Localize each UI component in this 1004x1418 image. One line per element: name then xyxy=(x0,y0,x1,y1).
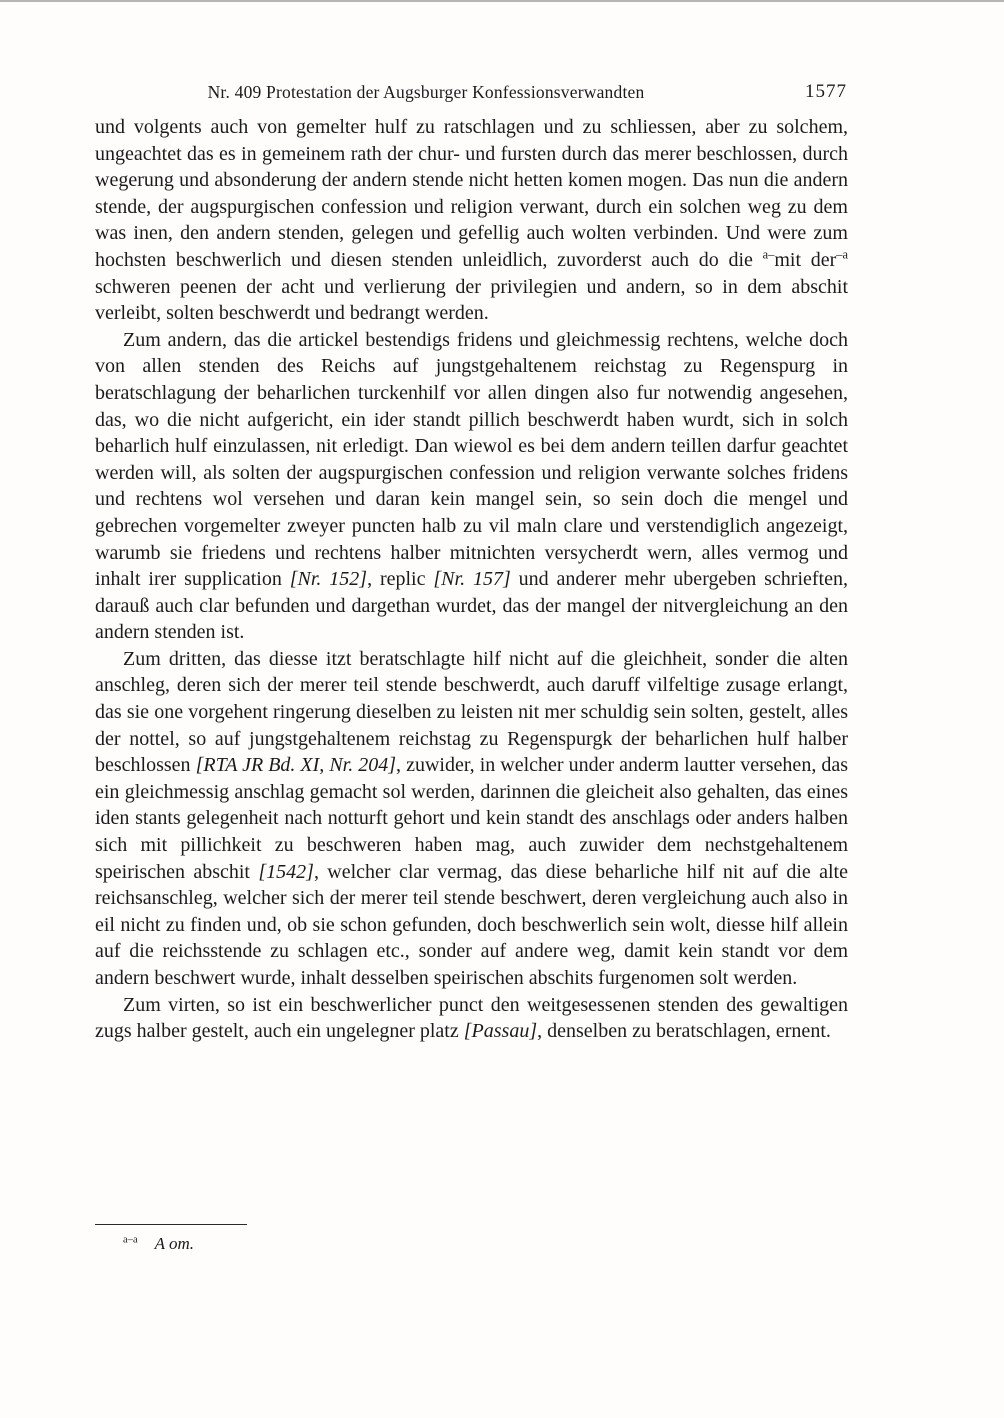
text-segment: Zum virten, so ist ein beschwerlicher punct den weitgesessenen stenden des gewaltigen zugs halber gestelt, auch ein ungelegner platz xyxy=(95,993,848,1043)
text-segment: und anderer mehr ubergeben schrieften, darauß auch clar befunden und dargethan wurdet, das der mangel der nitvergleichung an den andern stenden ist. xyxy=(95,568,848,644)
footnote-marker: a–a xyxy=(123,1234,138,1246)
page-number: 1577 xyxy=(805,81,847,102)
italic-reference: [RTA JR Bd. XI, Nr. 204] xyxy=(195,754,397,777)
italic-reference: [1542] xyxy=(258,860,314,883)
text-segment xyxy=(138,1234,155,1253)
paragraph xyxy=(95,646,848,992)
document-body xyxy=(95,114,848,1045)
text-segment: , replic xyxy=(367,568,434,591)
italic-reference: [Nr. 152] xyxy=(289,568,368,591)
italic-reference: [Passau] xyxy=(463,1020,538,1043)
text-segment: Zum dritten, das diesse itzt beratschlagte hilf nicht auf die gleichheit, sonder die alten anschleg, deren sich der merer teil stende beschwerdt, auch daruff vilfeltige zusage erlangt, das sie one vorgehent ringerung dieselben zu leisten nit mer schuldig sein solten, gestelt, alles der nottel, so auf jungstgehaltenem reichstag zu Regenspurgk der beharlichen hulf halber beschlossen xyxy=(95,647,848,777)
footnote-text xyxy=(95,1233,848,1255)
text-segment: mit der xyxy=(774,248,837,271)
paragraph xyxy=(95,327,848,646)
text-segment: schweren peenen der acht und verlierung der privilegien und andern, so in dem abschit verleibt, solten beschwerdt und bedrangt werden. xyxy=(95,275,848,325)
text-segment: , zuwider, in welcher under anderm lautter versehen, das ein gleichmessig anschlag gemacht sol werden, darinnen die gleicheit also gehalten, das eines iden stants gelegenheit nach notturft gehort und kein standt des anschlags oder anders halben sich mit pillichkeit zu beschweren haben mag, auch zuwider dem nechstgehaltenem speirischen abschit xyxy=(95,754,848,883)
running-title: Nr. 409 Protestation der Augsburger Konfessionsverwandten xyxy=(207,82,645,102)
footnote-area xyxy=(95,1224,848,1255)
paragraph xyxy=(95,992,848,1045)
italic-reference: [Nr. 157] xyxy=(433,568,511,591)
footnote-marker: –a xyxy=(836,247,848,262)
text-segment: Zum andern, das die artickel bestendigs fridens und gleichmessig rechtens, welche doch von allen stenden des Reichs auf jungstgehaltenem reichstag zu Regenspurg in beratschlagung der beharlichen turckenhilf vor allen dingen also fur notwendig angesehen, das, wo die nicht aufgericht, ein ider standt pillich beschwerdt haben wurdt, sich in solch beharlich hulf einzulassen, nit erledigt. Dan wiewol es bei dem andern teillen darfur geachtet werden will, als solten der augspurgischen confession und religion verwante solches fridens und rechtens wol versehen und daran kein mangel sein, so sein doch die mengel und gebrechen vorgemelter zweyer puncten halb zu vil maln clare und verstendiglich angezeigt, warumb sie friedens und rechtens halber mitnichten versycherdt wern, alles vermog und inhalt irer supplication xyxy=(95,328,848,591)
footnote-marker: a– xyxy=(762,247,775,262)
text-segment: , denselben zu beratschlagen, ernent. xyxy=(537,1020,831,1043)
page-header xyxy=(95,82,847,108)
italic-reference: A om. xyxy=(154,1234,194,1253)
footnote-rule xyxy=(95,1224,247,1225)
text-segment: , welcher clar vermag, das diese beharliche hilf nit auf die alte reichsanschleg, welcher sich der merer teil stende beschwert, deren vergleichung auch also in eil nicht zu finden und, ob sie schon gefunden, doch beschwerlich sein wolt, diesse hilf allein auf die reichsstende zu schlagen etc., sonder auf andere weg, damit kein standt vor dem andern beschwert wurde, inhalt desselben speirischen abschits furgenomen solt werden. xyxy=(95,860,848,989)
paragraph xyxy=(95,114,848,327)
text-segment: und volgents auch von gemelter hulf zu ratschlagen und zu schliessen, aber zu solchem, ungeachtet das es in gemeinem rath der chur- und fursten durch das merer beschlossen, durch wegerung und absonderung der andern stende nicht hetten komen mogen. Das nun die andern stende, der augspurgischen confession und religion verwant, durch ein solchen weg zu dem was inen, den andern stenden, gelegen und gefellig auch wolten verbinden. Und were zum hochsten beschwerlich und diesen stenden unleidlich, zuvorderst auch do die xyxy=(95,116,848,271)
